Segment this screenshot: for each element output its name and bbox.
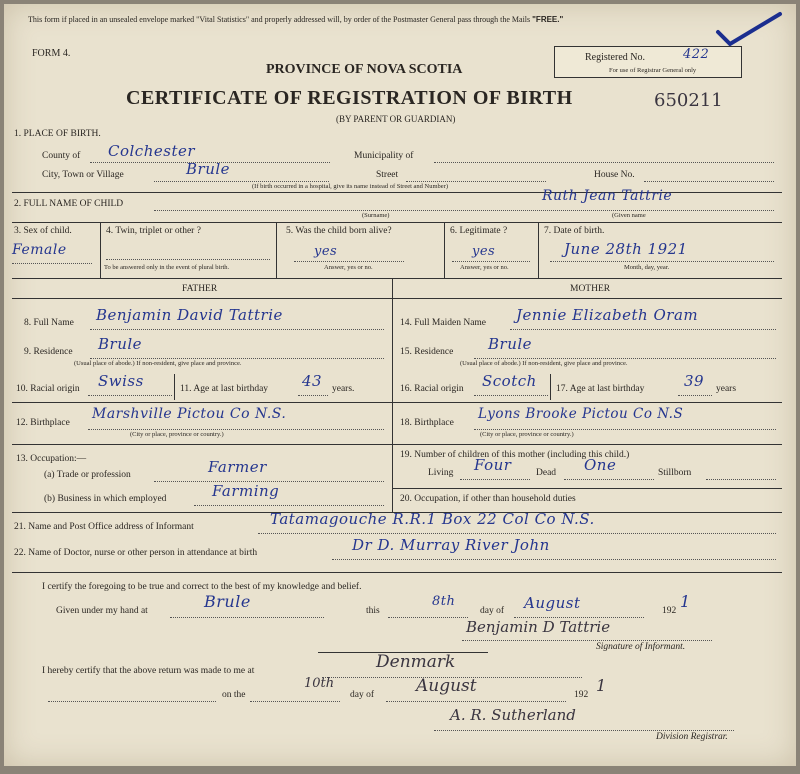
- street-label: Street: [376, 170, 399, 180]
- father-racial-label: 10. Racial origin: [16, 384, 80, 394]
- city-value: Brule: [186, 160, 231, 178]
- mother-age-value: 39: [684, 372, 705, 390]
- father-age-value: 43: [302, 372, 323, 390]
- born-alive-label: 5. Was the child born alive?: [286, 226, 392, 236]
- province-heading: PROVINCE OF NOVA SCOTIA: [266, 62, 463, 77]
- mother-residence-note: (Usual place of abode.) If non-resident, give place and province.: [460, 360, 628, 367]
- stillborn-label: Stillborn: [658, 468, 692, 478]
- registrar-month-value: August: [416, 676, 477, 696]
- free-mark: "FREE.": [532, 15, 564, 24]
- occupation-label: 13. Occupation:—: [16, 454, 87, 464]
- given-name-note: (Given name: [612, 212, 646, 219]
- attendant-value: Dr D. Murray River John: [352, 536, 550, 554]
- mother-age-years: years: [716, 384, 737, 394]
- father-name-label: 8. Full Name: [24, 318, 74, 328]
- informant-label: 21. Name and Post Office address of Informant: [14, 522, 194, 532]
- father-birthplace-label: 12. Birthplace: [16, 418, 70, 428]
- father-heading: FATHER: [182, 284, 218, 294]
- certify-year-printed: 192: [662, 606, 677, 616]
- page-title: CERTIFICATE OF REGISTRATION OF BIRTH: [126, 87, 573, 109]
- certificate-number: 650211: [654, 90, 723, 111]
- registrar-year-printed: 192: [574, 690, 589, 700]
- mother-birthplace-value: Lyons Brooke Pictou Co N.S: [478, 406, 684, 422]
- registrar-place-value: Denmark: [376, 652, 456, 672]
- legitimate-note: Answer, yes or no.: [460, 264, 509, 271]
- registered-note: For use of Registrar General only: [609, 67, 697, 74]
- sex-value: Female: [12, 242, 67, 258]
- father-residence-label: 9. Residence: [24, 347, 73, 357]
- mother-racial-label: 16. Racial origin: [400, 384, 464, 394]
- father-age-years: years.: [332, 384, 355, 394]
- given-place-value: Brule: [204, 592, 251, 611]
- child-name-value: Ruth Jean Tattrie: [542, 188, 673, 204]
- father-age-label: 11. Age at last birthday: [180, 384, 269, 394]
- trade-value: Farmer: [208, 458, 267, 476]
- informant-signature-label: Signature of Informant.: [596, 642, 686, 652]
- legitimate-value: yes: [472, 244, 496, 259]
- mother-age-label: 17. Age at last birthday: [556, 384, 645, 394]
- registered-number-box: [554, 46, 742, 78]
- child-name-label: 2. FULL NAME OF CHILD: [14, 199, 124, 209]
- father-birthplace-value: Marshville Pictou Co N.S.: [92, 406, 287, 422]
- mother-heading: MOTHER: [570, 284, 611, 294]
- registrar-dayof-label: day of: [350, 690, 375, 700]
- registrar-day-value: 10th: [304, 676, 335, 691]
- registered-label: Registered No.: [585, 52, 645, 63]
- house-label: House No.: [594, 170, 635, 180]
- certify-text: I certify the foregoing to be true and correct to the best of my knowledge and belief.: [42, 582, 362, 592]
- living-label: Living: [428, 468, 454, 478]
- informant-value: Tatamagouche R.R.1 Box 22 Col Co N.S.: [270, 510, 595, 528]
- registrar-signature: A. R. Sutherland: [450, 706, 576, 724]
- father-place-note: (City or place, province or country.): [130, 431, 224, 438]
- mother-name-label: 14. Full Maiden Name: [400, 318, 487, 328]
- city-label: City, Town or Village: [42, 170, 124, 180]
- postage-note: This form if placed in an unsealed envelope marked "Vital Statistics" and properly addressed will, by order of the Postmaster General pass through the Mails "FREE.": [28, 15, 564, 24]
- mother-name-value: Jennie Elizabeth Oram: [516, 306, 699, 324]
- twin-label: 4. Twin, triplet or other ?: [106, 226, 201, 236]
- birth-certificate: [4, 4, 796, 766]
- subtitle: (BY PARENT OR GUARDIAN): [336, 114, 456, 124]
- hospital-note: (If birth occurred in a hospital, give its name instead of Street and Number): [252, 183, 449, 190]
- registrar-signature-label: Division Registrar.: [656, 732, 728, 742]
- legitimate-label: 6. Legitimate ?: [450, 226, 508, 236]
- born-alive-note: Answer, yes or no.: [324, 264, 373, 271]
- dead-label: Dead: [536, 468, 557, 478]
- certify-month-value: August: [524, 594, 581, 612]
- father-residence-value: Brule: [98, 335, 143, 353]
- county-value: Colchester: [108, 142, 196, 160]
- mother-occupation-label: 20. Occupation, if other than household duties: [400, 494, 576, 504]
- children-count-label: 19. Number of children of this mother (including this child.): [400, 450, 630, 460]
- this-label: this: [366, 606, 380, 616]
- twin-note: To be answered only in the event of plural birth.: [104, 264, 230, 271]
- check-mark-icon: [714, 10, 784, 50]
- business-label: (b) Business in which employed: [44, 494, 167, 504]
- dead-value: One: [584, 456, 617, 474]
- surname-note: (Surname): [362, 212, 390, 219]
- mother-residence-label: 15. Residence: [400, 347, 454, 357]
- mother-birthplace-label: 18. Birthplace: [400, 418, 454, 428]
- given-label: Given under my hand at: [56, 606, 148, 616]
- mother-residence-value: Brule: [488, 335, 533, 353]
- living-value: Four: [474, 456, 512, 474]
- business-value: Farming: [212, 482, 280, 500]
- father-name-value: Benjamin David Tattrie: [96, 306, 283, 324]
- on-the-label: on the: [222, 690, 246, 700]
- dob-note: Month, day, year.: [624, 264, 670, 271]
- county-label: County of: [42, 151, 81, 161]
- trade-label: (a) Trade or profession: [44, 470, 131, 480]
- born-alive-value: yes: [314, 244, 338, 259]
- father-residence-note: (Usual place of abode.) If non-resident, give place and province.: [74, 360, 242, 367]
- certify-day-value: 8th: [432, 594, 456, 609]
- mother-racial-value: Scotch: [482, 372, 537, 390]
- certify-dayof-label: day of: [480, 606, 505, 616]
- registrar-text: I hereby certify that the above return was made to me at: [42, 666, 255, 676]
- dob-value: June 28th 1921: [564, 240, 688, 258]
- form-number: FORM 4.: [32, 48, 71, 59]
- place-of-birth-heading: 1. PLACE OF BIRTH.: [14, 129, 101, 139]
- certify-year-hand: 1: [680, 592, 691, 611]
- municipality-label: Municipality of: [354, 151, 414, 161]
- informant-signature: Benjamin D Tattrie: [466, 618, 611, 636]
- registrar-year-hand: 1: [596, 676, 607, 695]
- father-racial-value: Swiss: [98, 372, 144, 390]
- sex-label: 3. Sex of child.: [14, 226, 72, 236]
- mother-place-note: (City or place, province or country.): [480, 431, 574, 438]
- dob-label: 7. Date of birth.: [544, 226, 605, 236]
- attendant-label: 22. Name of Doctor, nurse or other person in attendance at birth: [14, 548, 258, 558]
- registered-value: 422: [683, 47, 710, 62]
